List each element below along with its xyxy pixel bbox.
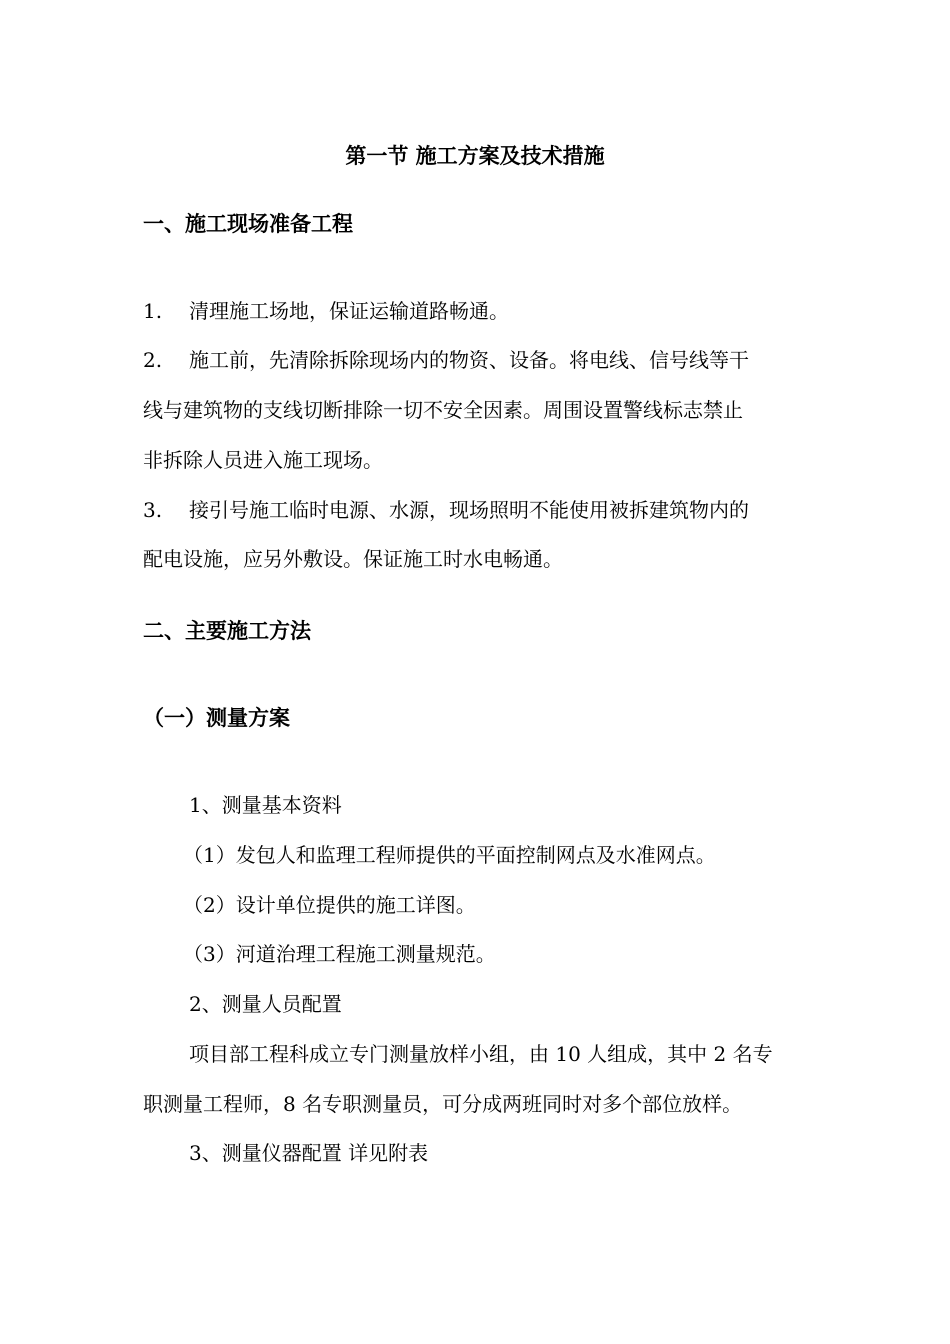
section-2-heading: 二、主要施工方法 xyxy=(143,619,311,643)
item-2-number: 2. xyxy=(143,348,163,372)
item-2 xyxy=(143,348,749,372)
item-1-number: 1. xyxy=(143,299,163,323)
subsection-heading: （一）测量方案 xyxy=(143,706,290,730)
item-1-text: 清理施工场地，保证运输道路畅通。 xyxy=(189,299,509,323)
survey-staff-title: 2、测量人员配置 xyxy=(189,992,342,1016)
page-title: 第一节 施工方案及技术措施 xyxy=(345,144,605,168)
survey-basic-data-title: 1、测量基本资料 xyxy=(189,793,342,817)
item-3-text-line-1: 接引号施工临时电源、水源，现场照明不能使用被拆建筑物内的 xyxy=(189,498,749,522)
section-1-heading: 一、施工现场准备工程 xyxy=(143,212,353,236)
survey-point-1: （1）发包人和监理工程师提供的平面控制网点及水准网点。 xyxy=(183,843,716,867)
item-2-text-line-1: 施工前，先清除拆除现场内的物资、设备。将电线、信号线等干 xyxy=(189,348,749,372)
survey-point-3: （3）河道治理工程施工测量规范。 xyxy=(183,942,496,966)
survey-staff-text-line-1: 项目部工程科成立专门测量放样小组，由 10 人组成，其中 2 名专 xyxy=(189,1042,773,1066)
survey-instruments-title: 3、测量仪器配置 详见附表 xyxy=(189,1141,429,1165)
item-3 xyxy=(143,498,749,522)
item-2-text-line-2: 线与建筑物的支线切断排除一切不安全因素。周围设置警线标志禁止 xyxy=(143,398,743,422)
item-3-text-line-2: 配电设施，应另外敷设。保证施工时水电畅通。 xyxy=(143,547,563,571)
survey-staff-text-line-2: 职测量工程师，8 名专职测量员，可分成两班同时对多个部位放样。 xyxy=(143,1092,743,1116)
survey-point-2: （2）设计单位提供的施工详图。 xyxy=(183,893,476,917)
item-1 xyxy=(143,299,509,323)
item-3-number: 3. xyxy=(143,498,163,522)
item-2-text-line-3: 非拆除人员进入施工现场。 xyxy=(143,448,383,472)
